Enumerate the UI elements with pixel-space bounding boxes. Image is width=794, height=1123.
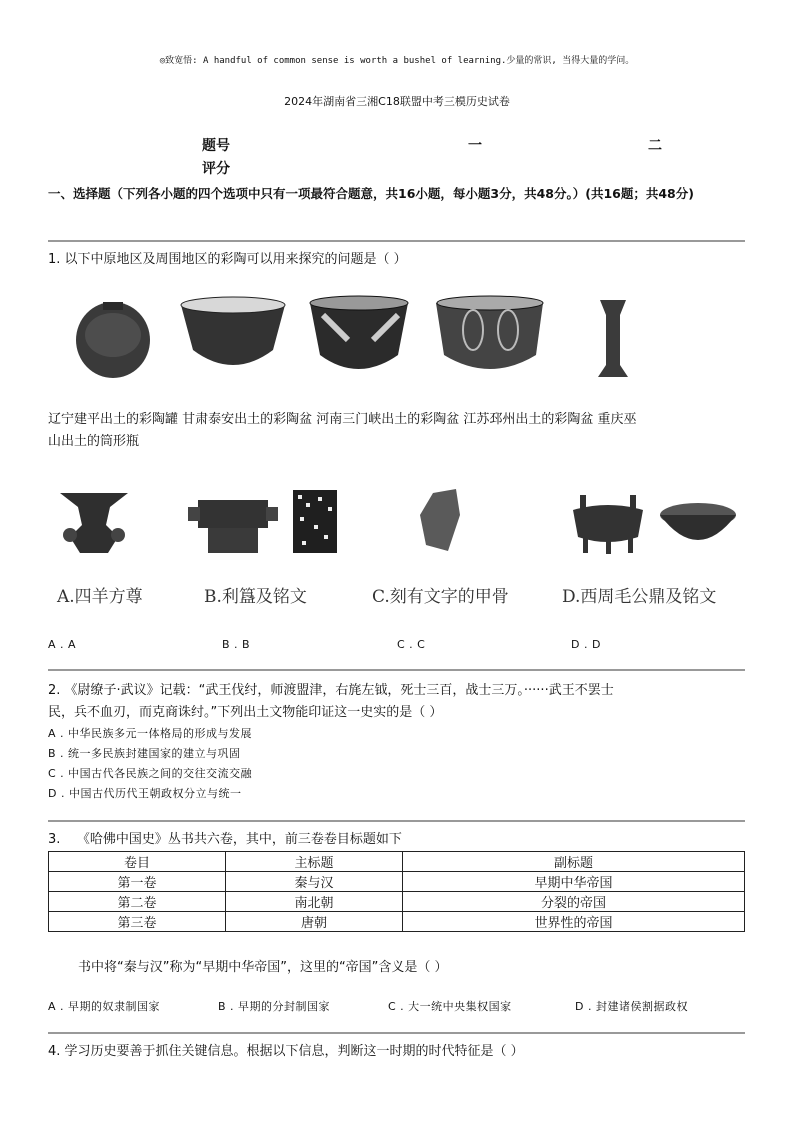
- table-cell: 秦与汉: [226, 872, 403, 892]
- table-cell: 第二卷: [49, 892, 226, 912]
- table-cell: 第一卷: [49, 872, 226, 892]
- q3-option-b[interactable]: B . 早期的分封制国家: [218, 1000, 331, 1013]
- q3-option-d[interactable]: D . 封建诸侯割据政权: [575, 1000, 688, 1013]
- cylinder-vase-image: [598, 300, 628, 377]
- q3-option-a[interactable]: A . 早期的奴隶制国家: [48, 1000, 161, 1013]
- score-label-row: 评分: [202, 161, 230, 177]
- q2-stem-line2: 民，兵不血刃，而克商诛纣。”下列出土文物能印证这一史实的是（ ）: [48, 705, 443, 720]
- mao-gong-ding-image: [573, 495, 643, 554]
- divider: [48, 1032, 745, 1034]
- table-cell: 唐朝: [226, 912, 403, 932]
- divider: [48, 669, 745, 671]
- table-header-cell: 卷目: [49, 852, 226, 872]
- table-cell: 分裂的帝国: [403, 892, 745, 912]
- artifact-photos: [48, 485, 748, 555]
- q2-option-c[interactable]: C . 中国古代各民族之间的交往交流交融: [48, 767, 253, 780]
- q1-captions-line2: 山出土的筒形瓶: [48, 434, 140, 449]
- li-gui-inscription-image: [293, 490, 337, 553]
- table-row: [49, 892, 745, 912]
- score-row-label: 题号: [202, 138, 230, 154]
- oracle-bone-image: [420, 489, 460, 551]
- q2-stem-line1: 2. 《尉缭子·武议》记载：“武王伐纣，师渡盟津，右旄左钺，死士三百，战士三万。······武王不罢士: [48, 683, 614, 698]
- figure-label-b: B.利簋及铭文: [204, 587, 307, 607]
- table-cell: 早期中华帝国: [403, 872, 745, 892]
- q1-captions-line1: 辽宁建平出土的彩陶罐 甘肃泰安出土的彩陶盆 河南三门峡出土的彩陶盆 江苏邳州出土的彩陶盆 重庆巫: [48, 412, 637, 427]
- table-cell: 南北朝: [226, 892, 403, 912]
- mao-gong-ding-inscription-image: [660, 503, 736, 540]
- exam-title: 2024年湖南省三湘C18联盟中考三模历史试卷: [284, 95, 510, 108]
- figure-label-a: A.四羊方尊: [57, 587, 143, 607]
- q1-option-b[interactable]: B . B: [222, 638, 251, 651]
- four-ram-zun-image: [60, 493, 128, 553]
- q1-option-d[interactable]: D . D: [571, 638, 601, 651]
- table-header-row: [49, 852, 745, 872]
- painted-basin-image-3: [436, 296, 543, 369]
- divider: [48, 820, 745, 822]
- table-header-cell: 主标题: [226, 852, 403, 872]
- q2-option-d[interactable]: D . 中国古代历代王朝政权分立与统一: [48, 787, 242, 800]
- q2-option-b[interactable]: B . 统一多民族封建国家的建立与巩固: [48, 747, 241, 760]
- painted-basin-image-1: [181, 297, 285, 365]
- score-col-1: 一: [468, 138, 482, 154]
- figure-label-c: C.刻有文字的甲骨: [372, 587, 509, 607]
- painted-basin-image-2: [310, 296, 408, 369]
- motto-line: ◎致宽悟: A handful of common sense is worth a bushel of learning.少量的常识, 当得大量的学问。: [159, 56, 635, 66]
- li-gui-image: [188, 500, 278, 553]
- score-col-2: 二: [648, 138, 662, 154]
- figure-label-d: D.西周毛公鼎及铭文: [562, 587, 717, 607]
- painted-jar-image: [76, 302, 150, 378]
- q4-stem: 4. 学习历史要善于抓住关键信息。根据以下信息，判断这一时期的时代特征是（ ）: [48, 1044, 524, 1059]
- q1-option-a[interactable]: A . A: [48, 638, 77, 651]
- table-row: [49, 912, 745, 932]
- table-row: [49, 872, 745, 892]
- volume-table: [48, 851, 745, 932]
- table-cell: 世界性的帝国: [403, 912, 745, 932]
- table-cell: 第三卷: [49, 912, 226, 932]
- section-heading: 一、选择题（下列各小题的四个选项中只有一项最符合题意，共16小题，每小题3分，共48分。）(共16题；共48分): [48, 186, 694, 201]
- q1-option-c[interactable]: C . C: [397, 638, 426, 651]
- q3-option-c[interactable]: C . 大一统中央集权国家: [388, 1000, 512, 1013]
- table-header-cell: 副标题: [403, 852, 745, 872]
- divider: [48, 240, 745, 242]
- q2-option-a[interactable]: A . 中华民族多元一体格局的形成与发展: [48, 727, 253, 740]
- q3-stem: 3. 《哈佛中国史》丛书共六卷，其中，前三卷卷目标题如下: [48, 832, 402, 847]
- q1-stem: 1. 以下中原地区及周围地区的彩陶可以用来探究的问题是（ ）: [48, 252, 407, 267]
- pottery-photos: [48, 295, 688, 387]
- q3-question: 书中将“秦与汉”称为“早期中华帝国”，这里的“帝国”含义是（ ）: [78, 960, 448, 975]
